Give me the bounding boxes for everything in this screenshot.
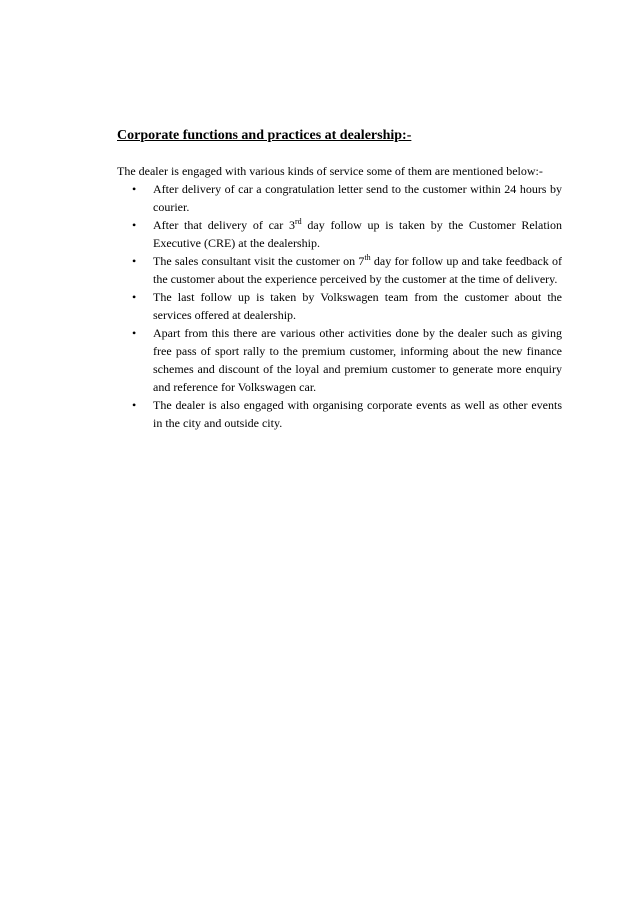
list-item: [132, 288, 562, 324]
list-item-text: The dealer is also engaged with organising corporate events as well as other events in the city and outside city.: [153, 398, 562, 430]
list-item-text: After delivery of car a congratulation letter send to the customer within 24 hours by courier.: [153, 182, 562, 214]
list-item-text-start: The sales consultant visit the customer on 7: [153, 254, 365, 268]
list-item: [132, 324, 562, 396]
list-item-text: The last follow up is taken by Volkswagen team from the customer about the services offered at dealership.: [153, 290, 562, 322]
bullet-icon: •: [132, 326, 137, 340]
intro-paragraph: The dealer is engaged with various kinds of service some of them are mentioned below:-: [117, 164, 543, 178]
list-item: [132, 252, 562, 288]
services-list: [117, 180, 562, 432]
list-item-text: Apart from this there are various other activities done by the dealer such as giving free pass of sport rally to the premium customer, informing about the new finance schemes and discount of the loyal and premium customer to generate more enquiry and reference for Volkswagen car.: [153, 326, 562, 394]
bullet-icon: •: [132, 218, 137, 232]
list-item: [132, 396, 562, 432]
bullet-icon: •: [132, 182, 137, 196]
list-item: [132, 216, 562, 252]
bullet-icon: •: [132, 398, 137, 412]
document-content: [117, 127, 562, 432]
list-item-text-end: day follow up is taken by the Customer Relation Executive (CRE) at the dealership.: [153, 218, 562, 250]
list-item: [132, 180, 562, 216]
list-item-text-start: After that delivery of car 3: [153, 218, 295, 232]
bullet-icon: •: [132, 290, 137, 304]
ordinal-suffix: rd: [295, 217, 302, 226]
bullet-icon: •: [132, 254, 137, 268]
ordinal-suffix: th: [364, 253, 371, 262]
list-item-text-end: day for follow up and take feedback of the customer about the experience perceived by the customer at the time of delivery.: [153, 254, 562, 286]
section-heading: Corporate functions and practices at dealership:-: [117, 128, 412, 143]
